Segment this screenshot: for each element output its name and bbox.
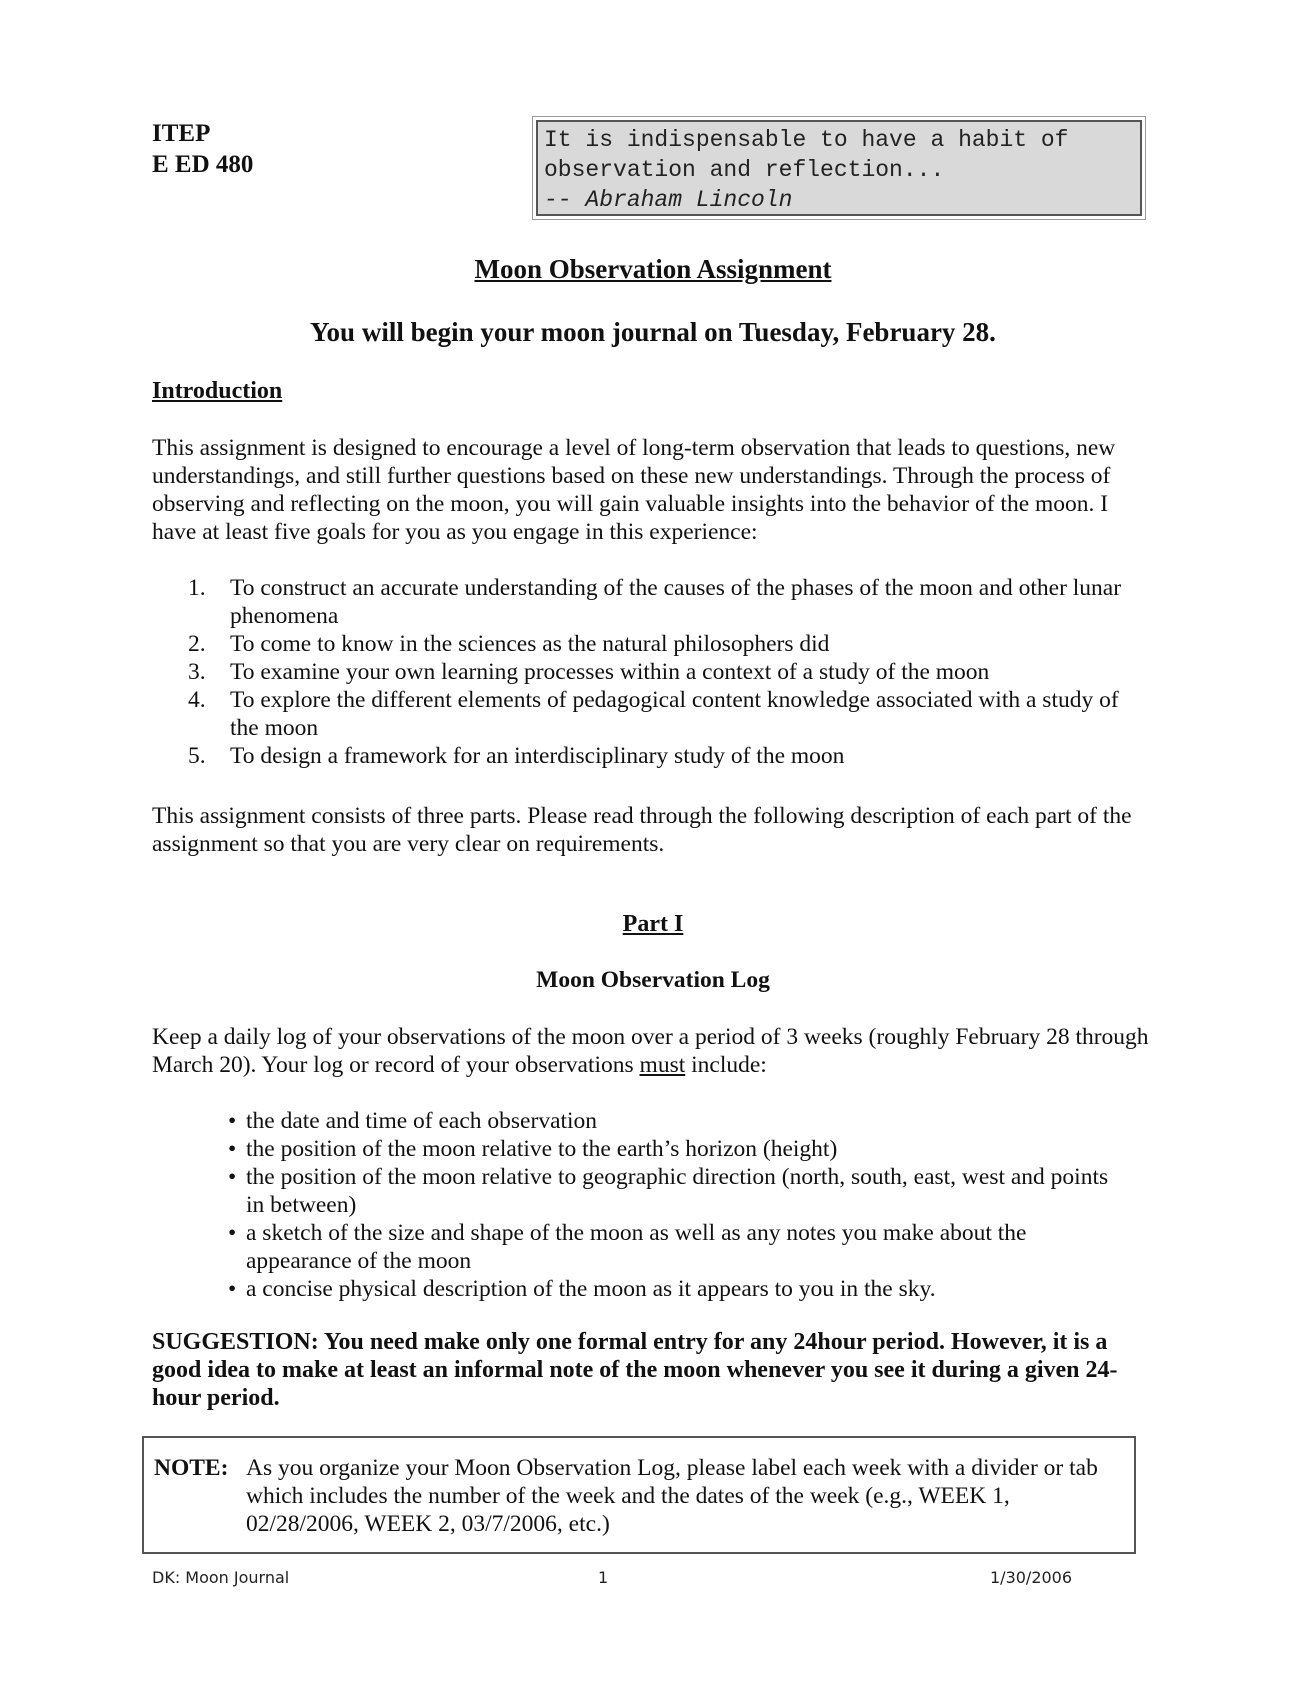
emphasis-must: must (639, 1052, 686, 1078)
goal-number: 1. (188, 575, 206, 601)
log-instructions (152, 1023, 1152, 1079)
footer-date: 1/30/2006 (990, 1568, 1073, 1587)
note-label: NOTE: (154, 1455, 229, 1481)
list-item: • a concise physical description of the moon as it appears to you in the sky. (226, 1275, 1126, 1303)
goal-text: To explore the different elements of pedagogical content knowledge associated with a study of the moon (230, 687, 1119, 741)
part-heading: Part I (622, 911, 684, 937)
course-code: E ED 480 (152, 151, 254, 178)
goal-number: 5. (188, 743, 206, 769)
log-instructions-end: include: (685, 1052, 767, 1078)
goal-text: To come to know in the sciences as the natural philosophers did (230, 631, 830, 657)
quote-line-2: observation and reflection... (544, 157, 945, 183)
list-item (188, 658, 1148, 686)
intro-heading: Introduction (152, 378, 283, 404)
parts-overview: This assignment consists of three parts. Please read through the following description of each part of the assignment so that you are very clear on requirements. (152, 803, 1132, 857)
goal-text: To design a framework for an interdisciplinary study of the moon (230, 743, 845, 769)
list-item (188, 630, 1148, 658)
goal-number: 3. (188, 659, 206, 685)
list-item (188, 742, 1148, 770)
quote-author: -- Abraham Lincoln (544, 187, 793, 213)
intro-paragraph: This assignment is designed to encourage a level of long-term observation that leads to questions, new understandings, and still further questions based on these new understandings. Through the process of observing and reflecting on the moon, you will gain valuable insights into the behavior of the moon. I have at least five goals for you as you engage in this experience: (152, 435, 1116, 545)
list-item: • a sketch of the size and shape of the moon as well as any notes you make about the appearance of the moon (226, 1219, 1126, 1275)
quote-line-1: It is indispensable to have a habit of (544, 127, 1069, 153)
list-item: • the position of the moon relative to geographic direction (north, south, east, west and points in between) (226, 1163, 1126, 1219)
page-title: Moon Observation Assignment (474, 254, 832, 284)
list-item (188, 686, 1148, 742)
goal-number: 4. (188, 687, 206, 713)
log-instructions-text: Keep a daily log of your observations of the moon over a period of 3 weeks (roughly February 28 through March 20). Your log or record of your observations (152, 1024, 1149, 1078)
goal-number: 2. (188, 631, 206, 657)
note-box (142, 1436, 1136, 1554)
suggestion-text: SUGGESTION: You need make only one formal entry for any 24hour period. However, it is a good idea to make at least an informal note of the moon whenever you see it during a given 24-hour period. (152, 1329, 1118, 1411)
log-requirements-list (226, 1107, 1126, 1303)
footer-doc-name: DK: Moon Journal (152, 1568, 290, 1587)
quote-box (536, 120, 1142, 216)
part-subheading: Moon Observation Log (536, 967, 770, 993)
footer-page-number: 1 (598, 1568, 609, 1587)
list-item: • the date and time of each observation (226, 1107, 1126, 1135)
course-info (152, 118, 253, 180)
course-program: ITEP (152, 120, 211, 147)
goal-text: To examine your own learning processes within a context of a study of the moon (230, 659, 990, 685)
start-date-notice: You will begin your moon journal on Tuesday, February 28. (310, 317, 996, 347)
goal-text: To construct an accurate understanding of the causes of the phases of the moon and other lunar phenomena (230, 575, 1122, 629)
list-item: • the position of the moon relative to the earth’s horizon (height) (226, 1135, 1126, 1163)
note-text: As you organize your Moon Observation Log, please label each week with a divider or tab which includes the number of the week and the dates of the week (e.g., WEEK 1, 02/28/2006, WEEK 2, 03/7/2006, etc.) (246, 1455, 1098, 1537)
list-item (188, 574, 1148, 630)
goals-list (188, 574, 1148, 770)
